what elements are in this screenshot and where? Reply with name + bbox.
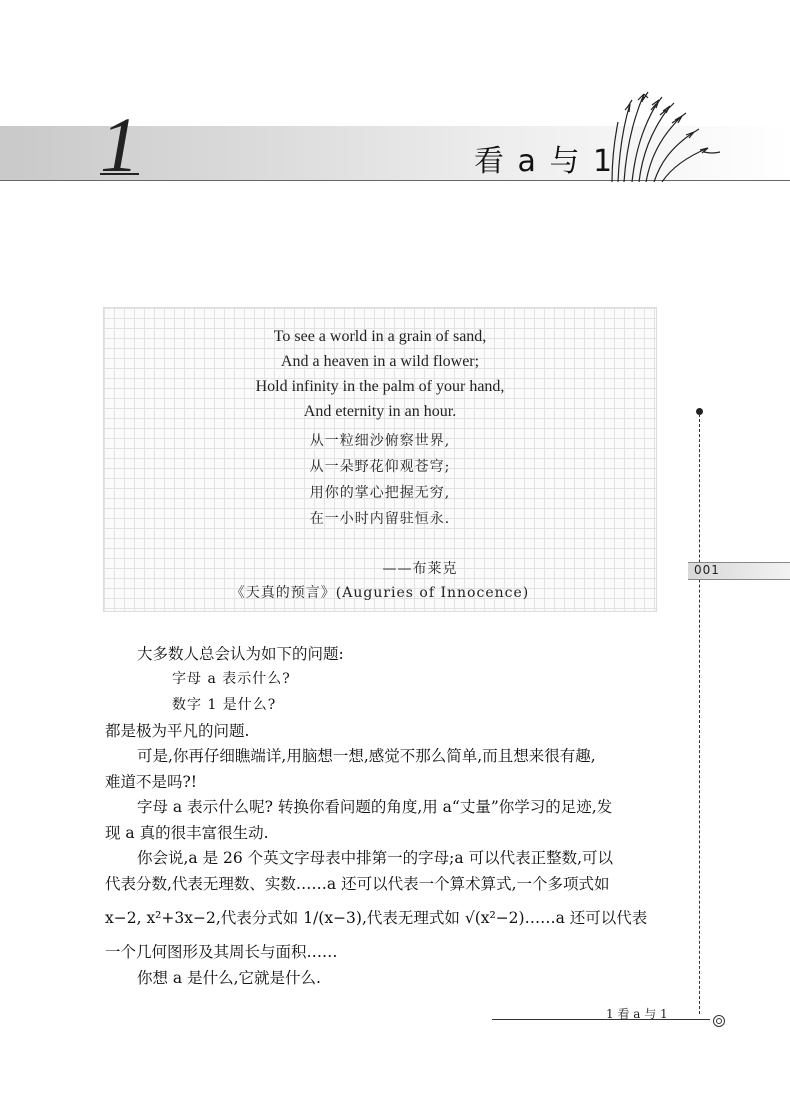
epigraph-line-en: To see a world in a grain of sand,: [273, 328, 487, 345]
epigraph-author: ——布莱克: [382, 561, 458, 577]
epigraph-line-cn: 用你的掌心把握无穷,: [309, 485, 451, 501]
body-line: 可是,你再仔细瞧端详,用脑想一想,感觉不那么简单,而且想来很有趣,: [137, 747, 596, 765]
epigraph-line-en: And a heaven in a wild flower;: [280, 353, 480, 370]
epigraph-line-cn: 从一粒细沙俯察世界,: [309, 433, 451, 449]
chapter-title: 看 a 与 1: [474, 144, 615, 179]
footer-circle-ornament: [713, 1015, 725, 1027]
epigraph-line-en: Hold infinity in the palm of your hand,: [255, 378, 505, 395]
footer-rule: [492, 1019, 710, 1020]
body-line: 都是极为平凡的问题.: [105, 722, 250, 740]
page-number: 001: [694, 563, 720, 577]
body-line: 大多数人总会认为如下的问题:: [137, 645, 344, 663]
body-line-math: x−2, x²+3x−2,代表分式如 1/(x−3),代表无理式如 √(x²−2)……a 还可以代表: [105, 909, 648, 927]
epigraph-box: [103, 307, 657, 612]
reed-grass-illustration: [604, 82, 724, 182]
epigraph-line-en: And eternity in an hour.: [303, 403, 457, 420]
margin-dashed-line: [699, 414, 700, 1014]
body-line-question: 数字 1 是什么?: [172, 697, 277, 713]
epigraph-line-cn: 从一朵野花仰观苍穹;: [309, 459, 451, 475]
body-line: 字母 a 表示什么呢? 转换你看问题的角度,用 a“丈量”你学习的足迹,发: [137, 798, 613, 816]
running-head: 1 看 a 与 1: [606, 1007, 668, 1021]
body-line-question: 字母 a 表示什么?: [172, 671, 291, 687]
epigraph-line-cn: 在一小时内留驻恒永.: [309, 511, 451, 527]
body-line: 代表分数,代表无理数、实数……a 还可以代表一个算术算式,一个多项式如: [105, 875, 610, 893]
body-line: 你会说,a 是 26 个英文字母表中排第一的字母;a 可以代表正整数,可以: [137, 849, 613, 867]
epigraph-source: 《天真的预言》(Auguries of Innocence): [230, 585, 530, 601]
body-line: 难道不是吗?!: [105, 773, 198, 791]
body-line: 一个几何图形及其周长与面积……: [105, 943, 338, 961]
body-line: 你想 a 是什么,它就是什么.: [137, 969, 321, 987]
body-line: 现 a 真的很丰富很生动.: [105, 824, 269, 842]
chapter-number: 1: [100, 101, 139, 188]
